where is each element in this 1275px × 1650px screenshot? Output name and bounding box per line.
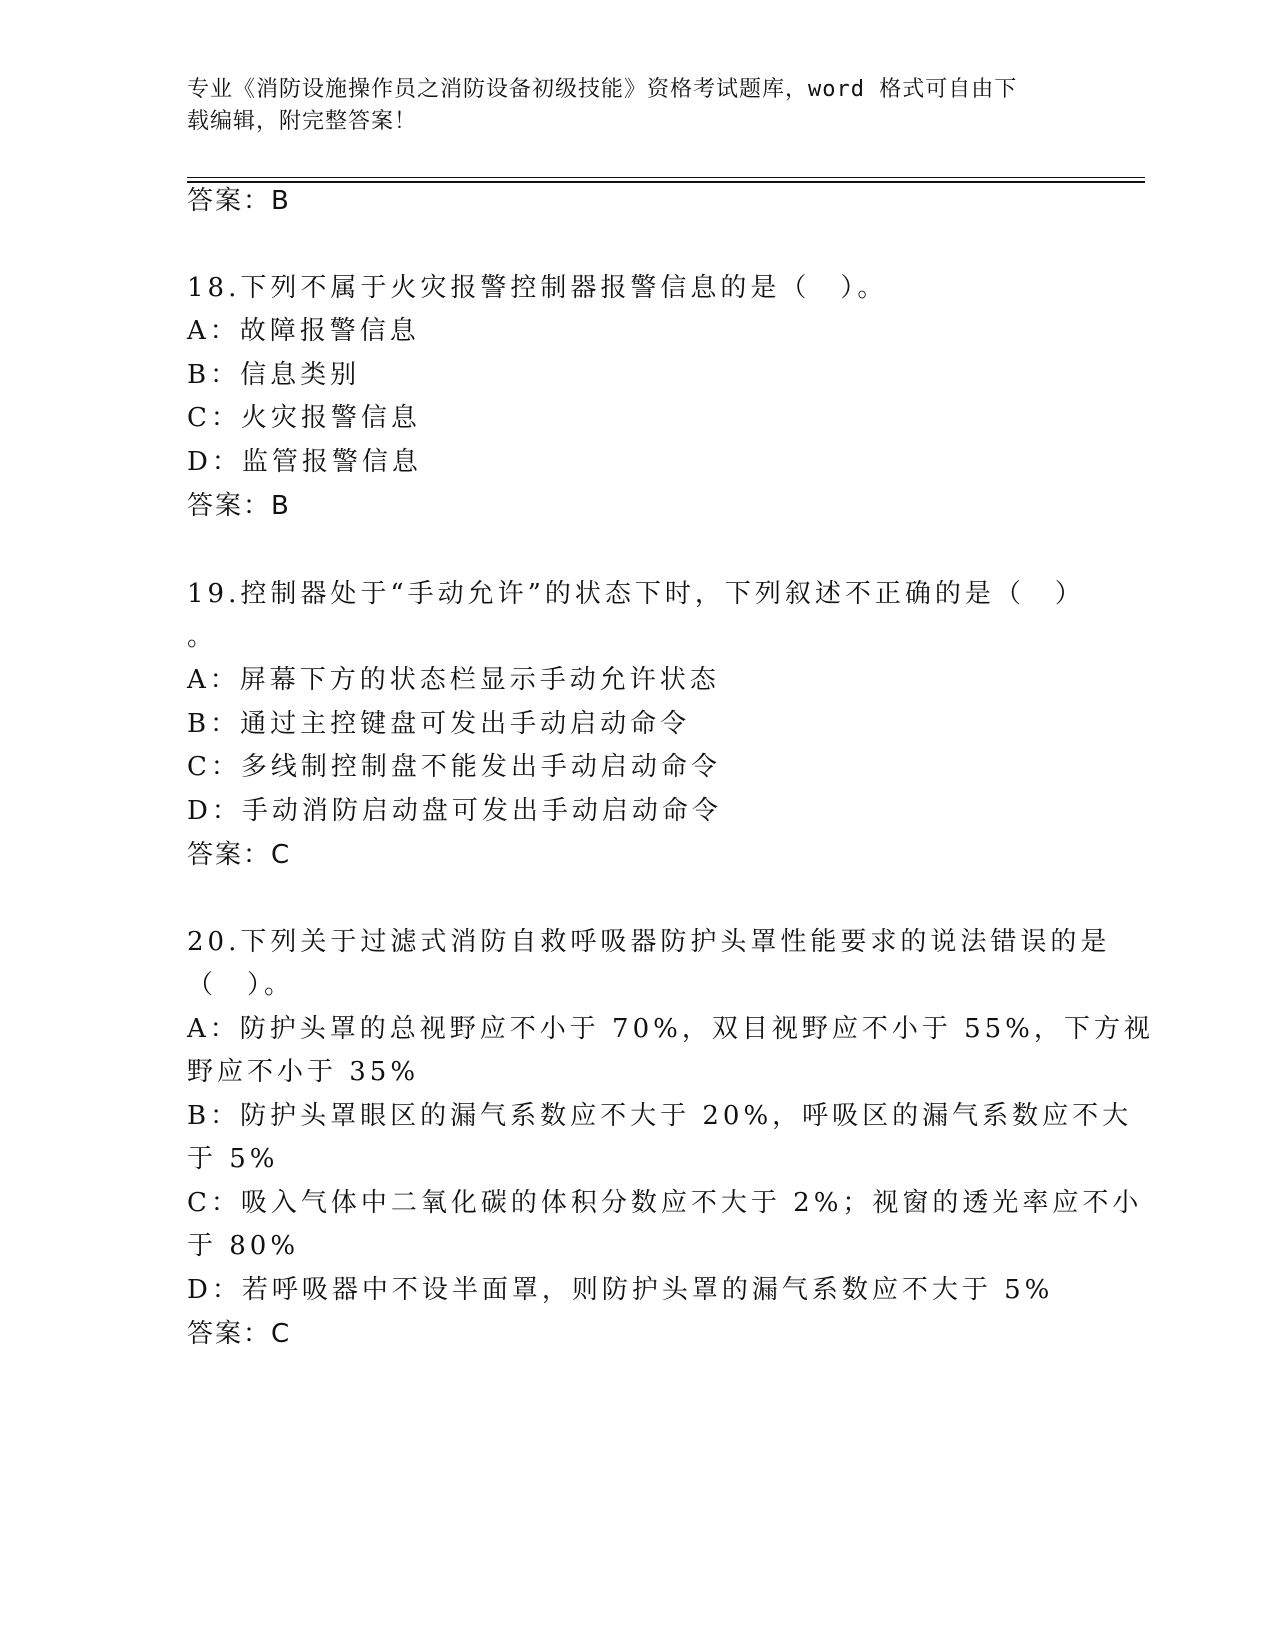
option-a: A：屏幕下方的状态栏显示手动允许状态 [187,665,720,695]
option-c: C：多线制控制盘不能发出手动启动命令 [187,752,721,782]
answer-line: 答案：B [187,186,291,216]
option-a: A：故障报警信息 [187,316,420,346]
header-divider-thin [187,177,1145,178]
answer-line: 答案：B [187,491,291,521]
option-a: A：防护头罩的总视野应不小于 70%，双目视野应不小于 55%，下方视 [187,1014,1154,1044]
option-d: D：监管报警信息 [187,447,422,477]
question-stem-continued: 。 [187,622,218,652]
option-b: B：信息类别 [187,360,361,390]
question-stem: 20.下列关于过滤式消防自救呼吸器防护头罩性能要求的说法错误的是 [187,927,1111,957]
header-divider-thick [187,181,1145,183]
option-c: C：吸入气体中二氧化碳的体积分数应不大于 2%；视窗的透光率应不小 [187,1188,1143,1218]
header-line-2: 载编辑，附完整答案！ [187,109,418,134]
answer-line: 答案：C [187,840,292,870]
option-c: C：火灾报警信息 [187,403,421,433]
option-b-continued: 于 5% [187,1144,279,1174]
option-b: B：通过主控键盘可发出手动启动命令 [187,709,691,739]
question-stem-continued: （ ）。 [187,970,295,1000]
option-d: D：手动消防启动盘可发出手动启动命令 [187,796,722,826]
question-stem: 18.下列不属于火灾报警控制器报警信息的是（ ）。 [187,273,888,303]
option-b: B：防护头罩眼区的漏气系数应不大于 20%，呼吸区的漏气系数应不大 [187,1101,1133,1131]
answer-line: 答案：C [187,1319,292,1349]
option-d: D：若呼吸器中不设半面罩，则防护头罩的漏气系数应不大于 5% [187,1275,1054,1305]
question-stem: 19.控制器处于“手动允许”的状态下时，下列叙述不正确的是（ ） [187,579,1085,609]
document-header [187,74,1067,138]
header-line-1: 专业《消防设施操作员之消防设备初级技能》资格考试题库，word 格式可自由下 [187,77,1018,102]
option-c-continued: 于 80% [187,1231,300,1261]
option-a-continued: 野应不小于 35% [187,1057,420,1087]
